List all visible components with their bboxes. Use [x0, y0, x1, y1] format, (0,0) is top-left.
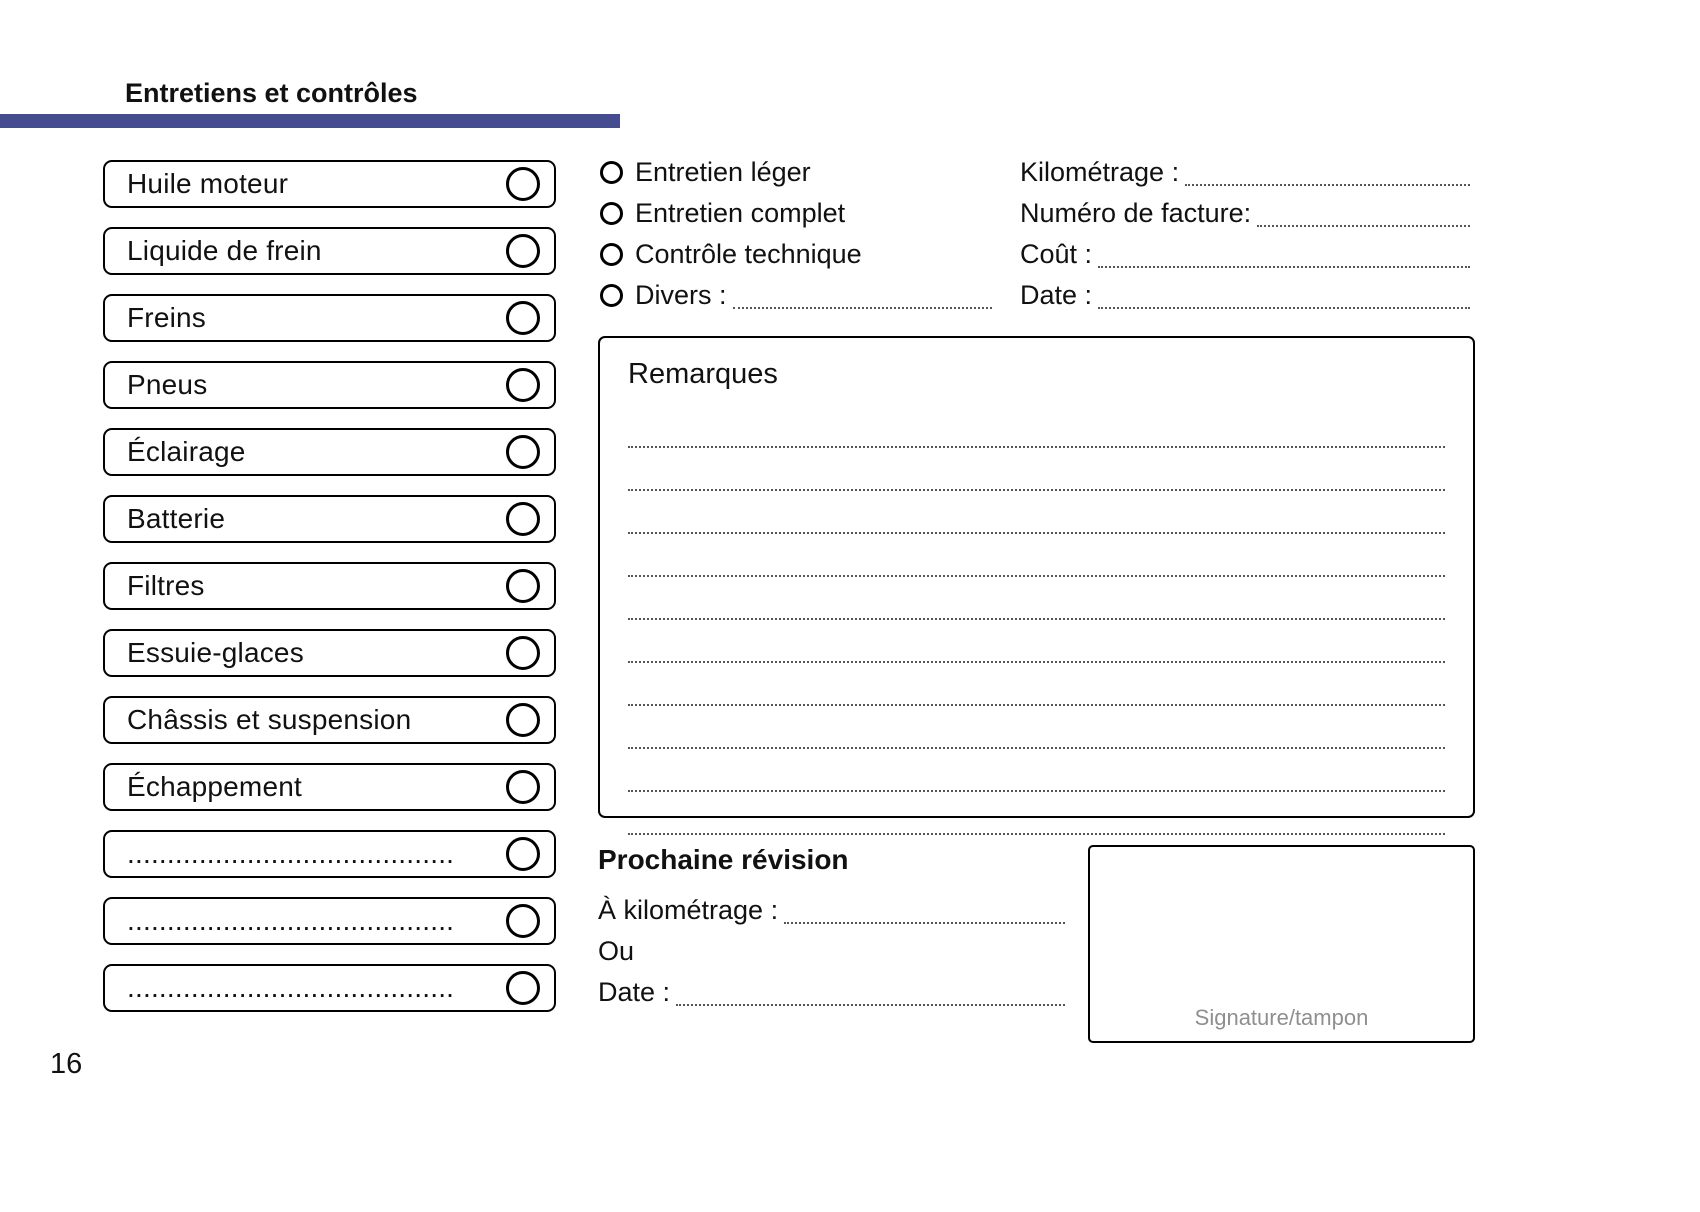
checkbox-circle[interactable] [506, 502, 540, 536]
checklist-item [103, 361, 556, 409]
remarks-dotted-line [628, 534, 1445, 577]
checkbox-circle[interactable] [506, 636, 540, 670]
remarks-dotted-line [628, 448, 1445, 491]
checklist-item [103, 629, 556, 677]
checklist-item-label: Filtres [127, 570, 205, 601]
radio-circle[interactable] [600, 243, 623, 266]
checklist-item-label: Échappement [127, 771, 302, 802]
service-type-group [600, 152, 992, 316]
checkbox-circle[interactable] [506, 234, 540, 268]
cout-write-line[interactable] [1098, 242, 1470, 268]
next-service-ou [598, 931, 1065, 972]
remarks-dotted-line [628, 706, 1445, 749]
radio-circle[interactable] [600, 284, 623, 307]
checklist-item-label: ......................................... [127, 838, 455, 869]
signature-box [1088, 845, 1475, 1043]
checkbox-circle[interactable] [506, 770, 540, 804]
next-service-title: Prochaine révision [598, 844, 849, 875]
checkbox-circle[interactable] [506, 971, 540, 1005]
kilometrage-write-line[interactable] [1185, 160, 1470, 186]
checklist-item-label: Freins [127, 302, 206, 333]
numero-facture-write-line[interactable] [1257, 201, 1470, 227]
checkbox-circle[interactable] [506, 167, 540, 201]
field-label: Date : [1020, 280, 1093, 310]
next-service-kilometrage [598, 890, 1065, 931]
checkbox-circle[interactable] [506, 837, 540, 871]
service-type-option-divers [600, 275, 992, 316]
field-label: Coût : [1020, 239, 1093, 269]
checklist-item-label: Pneus [127, 369, 208, 400]
checklist-item-blank [103, 964, 556, 1012]
remarks-dotted-line [628, 577, 1445, 620]
next-service-date [598, 972, 1065, 1013]
checklist-item-label: Liquide de frein [127, 235, 322, 266]
field-label: Date : [598, 977, 671, 1007]
checkbox-circle[interactable] [506, 703, 540, 737]
checkbox-circle[interactable] [506, 435, 540, 469]
service-type-label: Contrôle technique [635, 239, 862, 269]
radio-circle[interactable] [600, 161, 623, 184]
divers-write-line[interactable] [733, 283, 992, 309]
next-service-fields [598, 890, 1065, 1013]
service-type-option [600, 193, 992, 234]
invoice-field-date [1020, 275, 1470, 316]
remarks-title: Remarques [628, 358, 778, 390]
radio-circle[interactable] [600, 202, 623, 225]
field-label: Ou [598, 936, 635, 966]
checklist-item-label: ......................................... [127, 972, 455, 1003]
checklist-item-label: Essuie-glaces [127, 637, 304, 668]
remarks-dotted-line [628, 491, 1445, 534]
service-type-option [600, 234, 992, 275]
remarks-dotted-line [628, 663, 1445, 706]
checkbox-circle[interactable] [506, 904, 540, 938]
checklist-item-label: Batterie [127, 503, 226, 534]
checklist-item [103, 294, 556, 342]
next-date-write-line[interactable] [676, 980, 1065, 1006]
field-label: À kilométrage : [598, 895, 779, 925]
checkbox-circle[interactable] [506, 569, 540, 603]
remarks-box [598, 336, 1475, 818]
checklist-item-label: Huile moteur [127, 168, 289, 199]
service-type-label: Entretien complet [635, 198, 846, 228]
page-number: 16 [50, 1048, 83, 1080]
service-type-label: Divers : [635, 280, 727, 310]
checklist-item [103, 562, 556, 610]
field-label: Numéro de facture: [1020, 198, 1252, 228]
remarks-dotted-line [628, 749, 1445, 792]
checklist-item [103, 160, 556, 208]
service-type-option [600, 152, 992, 193]
maintenance-checklist [103, 160, 556, 1012]
checkbox-circle[interactable] [506, 368, 540, 402]
title-underline-bar [0, 114, 620, 128]
checkbox-circle[interactable] [506, 301, 540, 335]
checklist-item-label: Éclairage [127, 436, 246, 467]
invoice-field-kilometrage [1020, 152, 1470, 193]
checklist-item [103, 763, 556, 811]
checklist-item [103, 428, 556, 476]
checklist-item [103, 696, 556, 744]
checklist-item [103, 495, 556, 543]
service-type-label: Entretien léger [635, 157, 811, 187]
remarks-dotted-line [628, 405, 1445, 448]
checklist-item [103, 227, 556, 275]
checklist-item-label: ......................................... [127, 905, 455, 936]
invoice-field-cout [1020, 234, 1470, 275]
remarks-dotted-line [628, 620, 1445, 663]
next-kilometrage-write-line[interactable] [784, 898, 1065, 924]
checklist-item-blank [103, 897, 556, 945]
checklist-item-blank [103, 830, 556, 878]
remarks-dotted-line [628, 792, 1445, 835]
date-write-line[interactable] [1098, 283, 1470, 309]
signature-label: Signature/tampon [1194, 1005, 1369, 1030]
checklist-item-label: Châssis et suspension [127, 704, 412, 735]
remarks-lines [628, 405, 1445, 835]
field-label: Kilométrage : [1020, 157, 1180, 187]
page-title: Entretiens et contrôles [125, 78, 418, 108]
invoice-fields-group [1020, 152, 1470, 316]
invoice-field-numero-facture [1020, 193, 1470, 234]
